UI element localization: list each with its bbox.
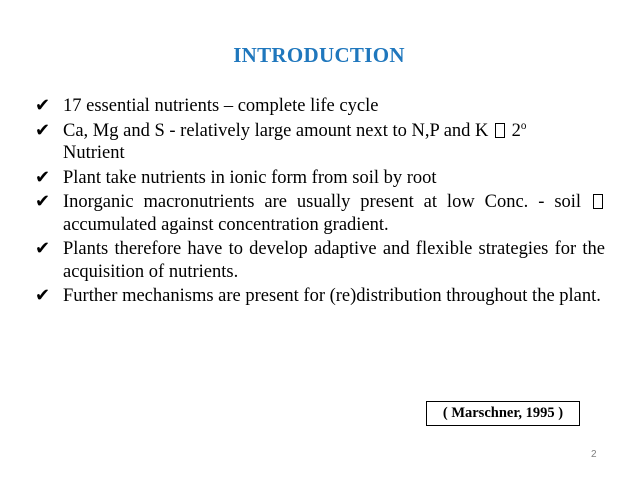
bullet-list bbox=[35, 95, 605, 310]
list-item bbox=[35, 191, 605, 236]
missing-glyph-box-icon bbox=[495, 123, 505, 138]
bullet-text: Further mechanisms are present for (re)distribution throughout the plant. bbox=[63, 286, 601, 306]
bullet-text: Plants therefore have to develop adaptive and flexible strategies for the acquisition of nutrients. bbox=[63, 239, 605, 282]
check-mark-icon: ✔ bbox=[35, 238, 51, 259]
missing-glyph-box-icon bbox=[593, 194, 603, 209]
check-mark-icon: ✔ bbox=[35, 119, 51, 141]
slide-title: INTRODUCTION bbox=[233, 43, 405, 67]
bullet-text bbox=[63, 120, 605, 165]
page-number: 2 bbox=[591, 449, 597, 460]
check-mark-icon: ✔ bbox=[35, 191, 51, 212]
bullet-text: 17 essential nutrients – complete life cycle bbox=[63, 96, 379, 116]
bullet-text-part: Ca, Mg and S - relatively large amount next to N,P and K bbox=[63, 120, 494, 141]
check-mark-icon: ✔ bbox=[35, 285, 51, 306]
bullet-text-part: Nutrient bbox=[63, 143, 125, 163]
list-item bbox=[35, 238, 605, 283]
bullet-text-part: 2 bbox=[507, 120, 521, 141]
bullet-text: Plant take nutrients in ionic form from soil by root bbox=[63, 167, 437, 188]
bullet-text-part: accumulated against concentration gradient. bbox=[63, 214, 389, 235]
list-item bbox=[35, 167, 605, 190]
bullet-text-part: Inorganic macronutrients are usually present at low Conc. - soil bbox=[63, 192, 591, 212]
list-item bbox=[35, 285, 605, 308]
citation-box: ( Marschner, 1995 ) bbox=[426, 401, 580, 426]
check-mark-icon: ✔ bbox=[35, 166, 51, 188]
bullet-text bbox=[63, 191, 605, 236]
list-item bbox=[35, 95, 605, 118]
superscript: o bbox=[520, 119, 527, 132]
check-mark-icon: ✔ bbox=[35, 95, 51, 116]
list-item bbox=[35, 120, 605, 165]
